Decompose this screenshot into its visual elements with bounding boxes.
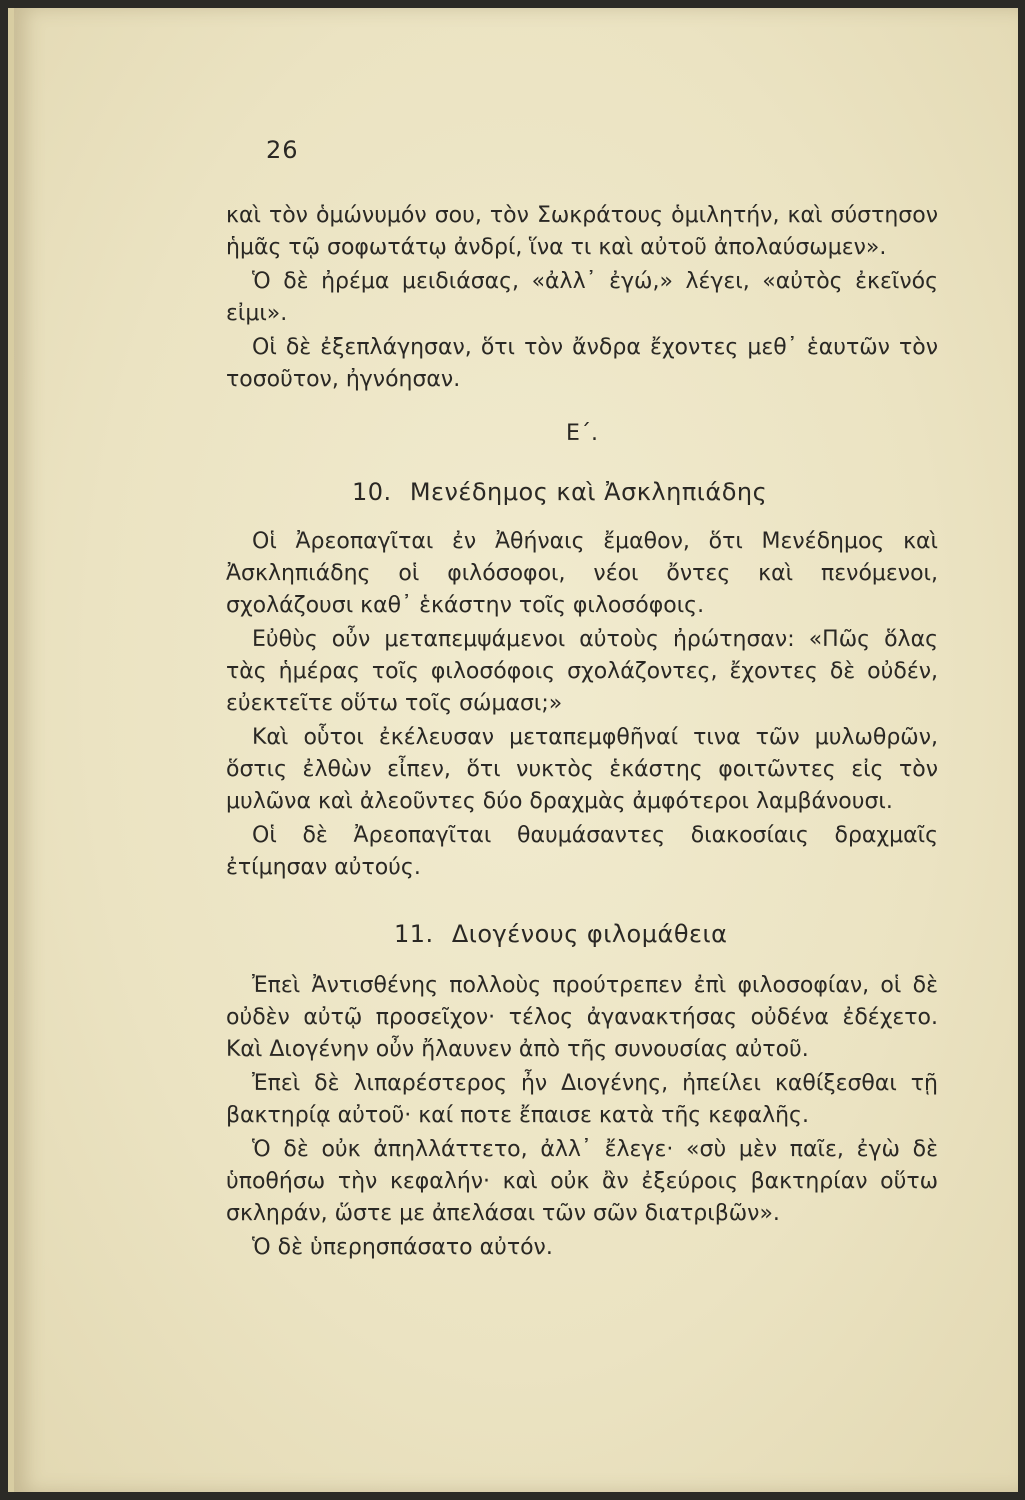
paragraph: Ὁ δὲ ἠρέμα μειδιάσας, «ἀλλ᾿ ἐγώ,» λέγει, «αὐτὸς ἐκεῖνός εἰμι». — [226, 269, 938, 326]
paragraph: καὶ τὸν ὁμώνυμόν σου, τὸν Σωκράτους ὁμιλητήν, καὶ σύστησον ἡμᾶς τῷ σοφωτάτῳ ἀνδρί, ἵνα τι καὶ αὐτοῦ ἀπολαύσωμεν». — [226, 203, 938, 260]
story-heading — [352, 476, 938, 508]
page-number: 26 — [266, 136, 299, 164]
paragraph: Καὶ οὗτοι ἐκέλευσαν μεταπεμφθῆναί τινα τῶν μυλωθρῶν, ὅστις ἐλθὼν εἶπεν, ὅτι νυκτὸς ἑκάστης φοιτῶντες εἰς τὸν μυλῶνα καὶ ἀλεοῦντες δύο δραχμὰς ἀμφότεροι λαμβάνουσι. — [226, 725, 938, 814]
paragraph: Οἱ δὲ Ἀρεοπαγῖται θαυμάσαντες διακοσίαις δραχμαῖς ἐτίμησαν αὐτούς. — [226, 823, 938, 880]
story-title: Μενέδημος καὶ Ἀσκληπιάδης — [409, 478, 768, 506]
section-mark: Ε΄. — [566, 421, 598, 446]
paragraph: Ἐπεὶ Ἀντισθένης πολλοὺς προύτρεπεν ἐπὶ φιλοσοφίαν, οἱ δὲ οὐδὲν αὐτῷ προσεῖχον· τέλος ἀγανακτήσας οὐδένα ἐδέχετο. Καὶ Διογένην οὖν ἤλαυνεν ἀπὸ τῆς συνουσίας αὐτοῦ. — [226, 973, 938, 1062]
book-page — [8, 8, 1018, 1492]
story-title: Διογένους φιλομάθεια — [451, 920, 728, 948]
story-heading — [394, 918, 938, 950]
paragraph: Οἱ Ἀρεοπαγῖται ἐν Ἀθήναις ἔμαθον, ὅτι Μενέδημος καὶ Ἀσκληπιάδης οἱ φιλόσοφοι, νέοι ὄντες καὶ πενόμενοι, σχολάζουσι καθ᾿ ἑκάστην τοῖς φιλοσόφοις. — [226, 529, 938, 618]
paragraph: Ἐπεὶ δὲ λιπαρέστερος ἦν Διογένης, ἠπείλει καθίξεσθαι τῇ βακτηρίᾳ αὐτοῦ· καί ποτε ἔπαισε κατὰ τῆς κεφαλῆς. — [226, 1071, 938, 1128]
story-number: 11. — [394, 920, 434, 948]
paragraph: Οἱ δὲ ἐξεπλάγησαν, ὅτι τὸν ἄνδρα ἔχοντες μεθ᾿ ἑαυτῶν τὸν τοσοῦτον, ἠγνόησαν. — [226, 335, 938, 392]
paragraph: Ὁ δὲ ὑπερησπάσατο αὐτόν. — [252, 1235, 553, 1260]
paragraph: Ὁ δὲ οὐκ ἀπηλλάττετο, ἀλλ᾿ ἔλεγε· «σὺ μὲν παῖε, ἐγὼ δὲ ὑποθήσω τὴν κεφαλήν· καὶ οὐκ ἂν ἐξεύροις βακτηρίαν οὕτω σκληράν, ὥστε με ἀπελάσαι τῶν σῶν διατριβῶν». — [226, 1137, 938, 1226]
page-content — [226, 134, 938, 1266]
paragraph: Εὐθὺς οὖν μεταπεμψάμενοι αὐτοὺς ἠρώτησαν: «Πῶς ὅλας τὰς ἡμέρας τοῖς φιλοσόφοις σχολάζοντες, ἔχοντες δὲ οὐδέν, εὐεκτεῖτε οὕτω τοῖς σώμασι;» — [226, 627, 938, 716]
story-number: 10. — [352, 478, 392, 506]
